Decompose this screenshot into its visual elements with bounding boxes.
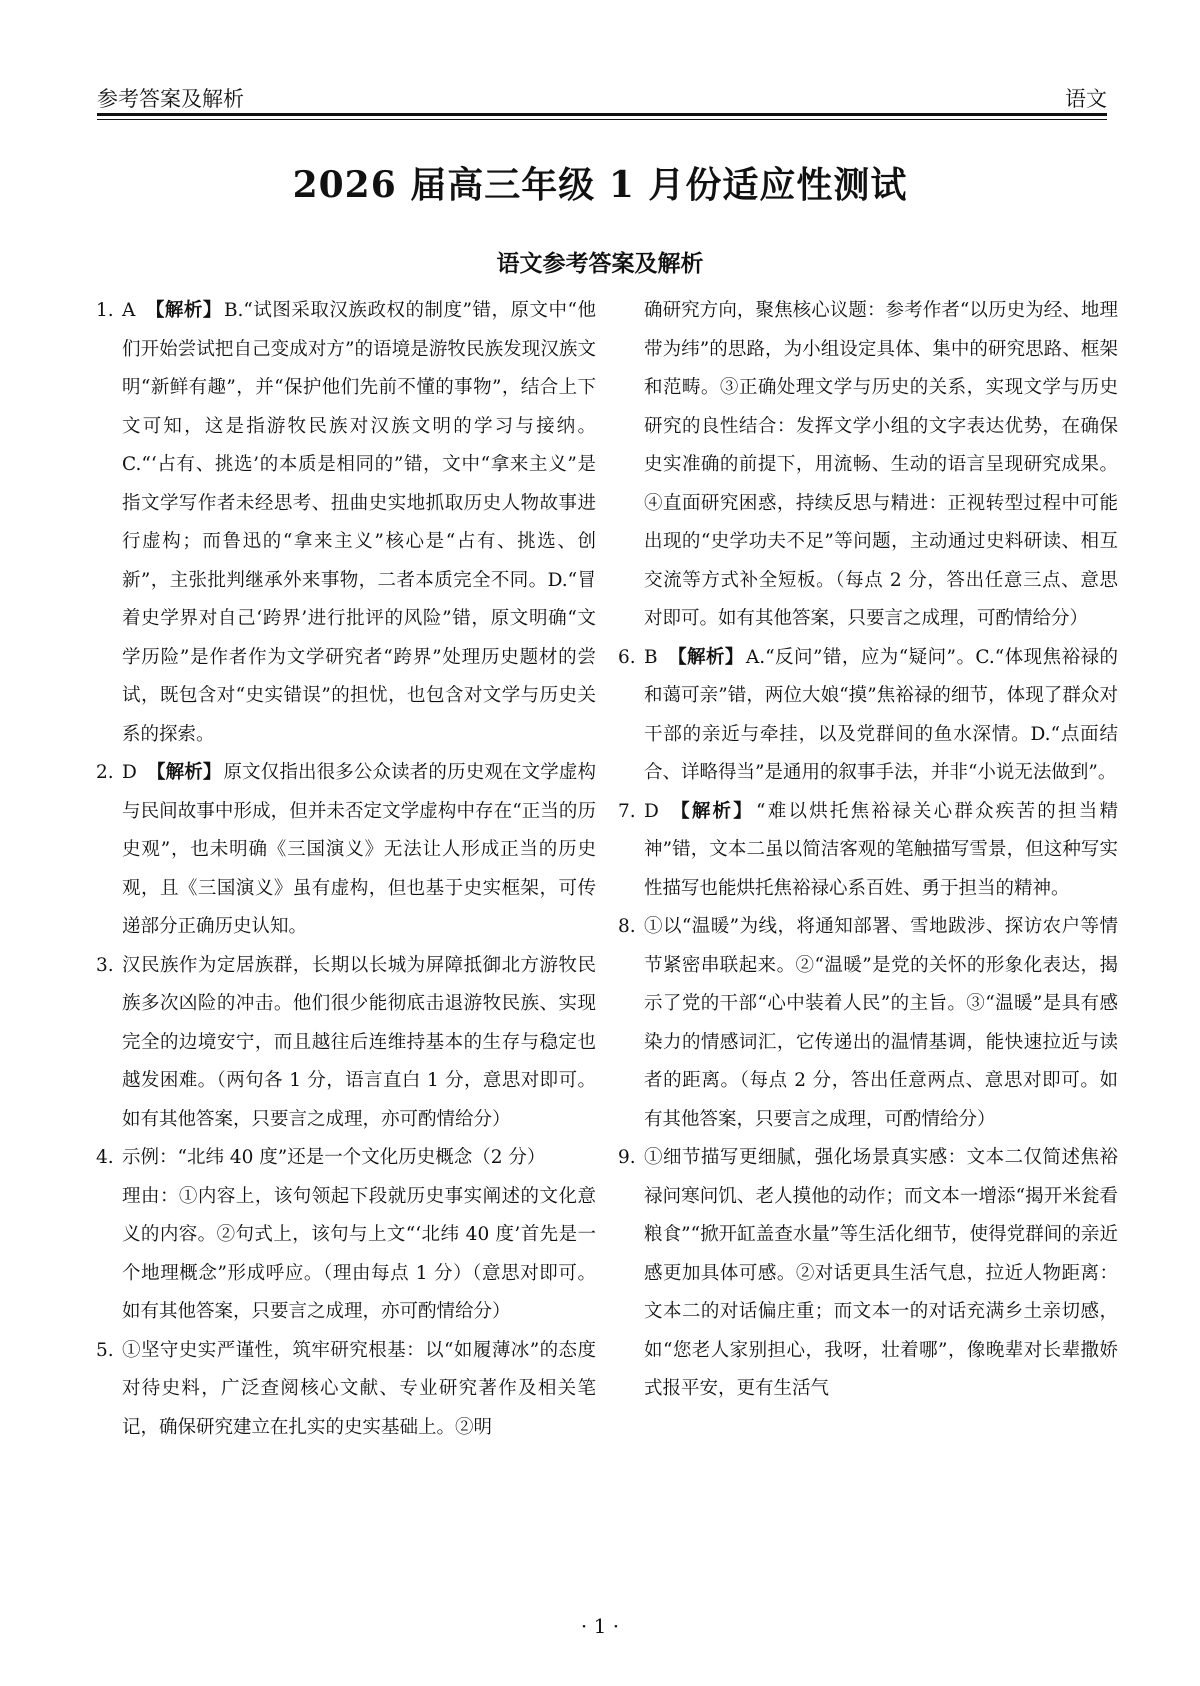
question-number: 8. <box>618 916 636 937</box>
question-number: 2. <box>96 762 114 783</box>
question-number: 9. <box>618 1147 636 1168</box>
page-header <box>97 78 1107 114</box>
answer-text: B.“试图采取汉族政权的制度”错，原文中“他们开始尝试把自己变成对方”的语境是游牧民族发现汉族文明“新鲜有趣”，并“保护他们先前不懂的事物”，结合上下文可知，这是指游牧民族对汉族文明的学习与接纳。C.“‘占有、挑选’的本质是相同的”错，文中“拿来主义”是指文学写作者未经思考、扭曲史实地抓取历史人物故事进行虚构；而鲁迅的“拿来主义”核心是“占有、挑选、创新”，主张批判继承外来事物，二者本质完全不同。D.“冒着史学界对自己‘跨界’进行批评的风险”错，原文明确“文学历险”是作者作为文学研究者“跨界”处理历史题材的尝试，既包含对“史实错误”的担忧，也包含对文学与历史关系的探索。 <box>122 300 596 745</box>
answer-item-6 <box>618 639 1118 793</box>
answer-item-4 <box>96 1139 596 1178</box>
answer-item-2 <box>96 754 596 947</box>
answer-item-9 <box>618 1139 1118 1409</box>
answer-4-reason: 理由：①内容上，该句领起下段就历史事实阐述的文化意义的内容。②句式上，该句与上文“‘北纬 40 度’首先是一个地理概念”形成呼应。（理由每点 1 分）（意思对即可。如有其他答案，只要言之成理，亦可酌情给分） <box>122 1185 596 1322</box>
answer-item-3 <box>96 947 596 1140</box>
answer-letter: D <box>122 762 137 783</box>
answer-item-5 <box>96 1332 596 1448</box>
question-number: 3. <box>96 954 114 976</box>
header-rule-thick <box>97 113 1107 116</box>
answer-text: ①以“温暖”为线，将通知部署、雪地跋涉、探访农户等情节紧密串联起来。②“温暖”是党的关怀的形象化表达，揭示了党的干部“心中装着人民”的主旨。③“温暖”是具有感染力的情感词汇，它传递出的温情基调，能快速拉近与读者的距离。（每点 2 分，答出任意两点、意思对即可。如有其他答案，只要言之成理，可酌情给分） <box>644 916 1118 1130</box>
answer-text: ①细节描写更细腻，强化场景真实感：文本二仅简述焦裕禄问寒问饥、老人摸他的动作；而文本一增添“揭开米瓮看粮食”“掀开缸盖查水量”等生活化细节，使得党群间的亲近感更加具体可感。②对话更具生活气息，拉近人物距离：文本二的对话偏庄重；而文本一的对话充满乡土亲切感，如“您老人家别担心，我呀，壮着哪”，像晚辈对长辈撒娇式报平安，更有生活气 <box>644 1147 1118 1399</box>
header-left-label: 参考答案及解析 <box>97 87 244 111</box>
analysis-tag: 【解析】 <box>145 300 222 321</box>
answer-item-8 <box>618 908 1118 1139</box>
question-number: 7. <box>618 800 636 822</box>
header-rule-thin <box>97 119 1107 120</box>
answer-item-7 <box>618 793 1118 909</box>
page-title: 2026 届高三年级 1 月份适应性测试 <box>292 164 908 206</box>
analysis-tag: 【解析】 <box>667 646 744 668</box>
answer-letter: A <box>122 300 136 321</box>
answer-text: 汉民族作为定居族群，长期以长城为屏障抵御北方游牧民族多次凶险的冲击。他们很少能彻底击退游牧民族、实现完全的边境安宁，而且越往后连维持基本的生存与稳定也越发困难。（两句各 1 分，语言直白 1 分，意思对即可。如有其他答案，只要言之成理，亦可酌情给分） <box>122 954 596 1130</box>
answer-text: 示例：“北纬 40 度”还是一个文化历史概念（2 分） <box>122 1147 546 1168</box>
answer-text: ①坚守史实严谨性，筑牢研究根基：以“如履薄冰”的态度对待史料，广泛查阅核心文献、专业研究著作及相关笔记，确保研究建立在扎实的史实基础上。②明 <box>122 1339 596 1438</box>
analysis-tag: 【解析】 <box>668 800 755 822</box>
page-number: · 1 · <box>580 1614 620 1638</box>
right-column <box>618 292 1118 1409</box>
question-number: 1. <box>96 300 114 321</box>
question-number: 5. <box>96 1339 114 1361</box>
answer-text: A.“反问”错，应为“疑问”。C.“体现焦裕禄的和蔼可亲”错，两位大娘“摸”焦裕禄的细节，体现了群众对干部的亲近与牵挂，以及党群间的鱼水深情。D.“点面结合、详略得当”是通用的叙事手法，并非“小说无法做到”。 <box>644 646 1118 783</box>
answer-text: 原文仅指出很多公众读者的历史观在文学虚构与民间故事中形成，但并未否定文学虚构中存在“正当的历史观”，也未明确《三国演义》无法让人形成正当的历史观，且《三国演义》虽有虚构，但也基于史实框架，可传递部分正确历史认知。 <box>122 762 596 937</box>
header-subject-label: 语文 <box>1065 87 1107 111</box>
left-column <box>96 292 596 1447</box>
page-subtitle: 语文参考答案及解析 <box>496 250 704 277</box>
answer-item-1 <box>96 292 596 754</box>
answer-5-continued: 确研究方向，聚焦核心议题：参考作者“以历史为经、地理带为纬”的思路，为小组设定具体、集中的研究思路、框架和范畴。③正确处理文学与历史的关系，实现文学与历史研究的良性结合：发挥文学小组的文字表达优势，在确保史实准确的前提下，用流畅、生动的语言呈现研究成果。④直面研究困惑，持续反思与精进：正视转型过程中可能出现的“史学功夫不足”等问题，主动通过史料研读、相互交流等方式补全短板。（每点 2 分，答出任意三点、意思对即可。如有其他答案，只要言之成理，可酌情给分） <box>644 300 1118 629</box>
question-number: 6. <box>618 646 636 668</box>
question-number: 4. <box>96 1147 114 1168</box>
answer-letter: D <box>644 800 659 822</box>
answer-text: “难以烘托焦裕禄关心群众疾苦的担当精神”错，文本二虽以简洁客观的笔触描写雪景，但这种写实性描写也能烘托焦裕禄心系百姓、勇于担当的精神。 <box>644 800 1118 899</box>
answer-letter: B <box>644 646 658 668</box>
analysis-tag: 【解析】 <box>146 762 222 783</box>
